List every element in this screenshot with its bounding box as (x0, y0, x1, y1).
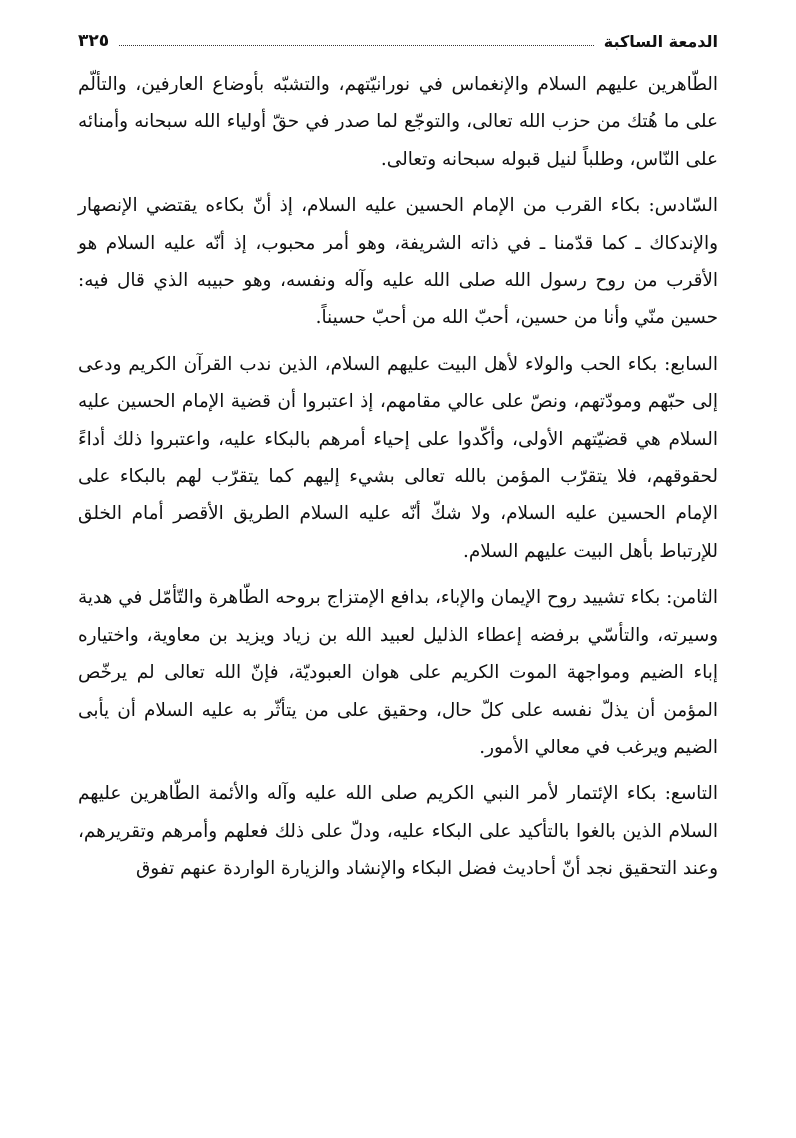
paragraph-continuation: الطّاهرين عليهم السلام والإنغماس في نورانيّتهم، والتشبّه بأوضاع العارفين، والتألّم على ما هُتك من حزب الله تعالى، والتوجّع لما صدر في حقّ أولياء الله سبحانه وأمنائه على النّاس، وطلباً لنيل قبوله سبحانه وتعالى. (78, 74, 718, 170)
running-header-title: الدمعة الساكبة (603, 31, 718, 51)
paragraph-ninth: التاسع: بكاء الإئتمار لأمر النبي الكريم صلى الله عليه وآله والأئمة الطّاهرين عليهم السلام الذين بالغوا بالتأكيد على البكاء عليه، ودلّ على ذلك فعلهم وأمرهم وتقريرهم، وعند التحقيق نجد أنّ أحاديث فضل البكاء والإنشاد والزيارة الواردة عنهم تفوق (78, 783, 718, 880)
paragraph-eighth: الثامن: بكاء تشييد روح الإيمان والإباء، بدافع الإمتزاج بروحه الطّاهرة والتّأمّل في هدية وسيرته، والتأسّي برفضه إعطاء الذليل لعبيد الله بن زياد ويزيد بن معاوية، واختياره إباء الضيم ومواجهة الموت الكريم على هوان العبوديّة، فإنّ الله تعالى لم يرخّص المؤمن أن يذلّ نفسه على كلّ حال، وحقيق على من يتأثّر به عليه السلام أن يأبى الضيم ويرغب في معالي الأمور. (78, 587, 718, 758)
page-number: ٣٢٥ (78, 31, 110, 51)
paragraph-sixth: السّادس: بكاء القرب من الإمام الحسين عليه السلام، إذ أنّ بكاءه يقتضي الإنصهار والإندكاك ـ كما قدّمنا ـ في ذاته الشريفة، وهو أمر محبوب، إذ أنّه عليه السلام هو الأقرب من روح رسول الله صلى الله عليه وآله ونفسه، وهو حبيبه الذي قال فيه: حسين منّي وأنا من حسين، أحبّ الله من أحبّ حسيناً. (78, 195, 718, 329)
page-body (78, 66, 718, 888)
header-dotted-rule (119, 45, 594, 46)
paragraph-seventh: السابع: بكاء الحب والولاء لأهل البيت عليهم السلام، الذين ندب القرآن الكريم ودعى إلى حبّهم ومودّتهم، ونصّ على عالي مقامهم، إذ اعتبروا أن قضية الإمام الحسين عليه السلام هي قضيّتهم الأولى، وأكّدوا على إحياء أمرهم بالبكاء عليه، واعتبروا ذلك أداءً لحقوقهم، فلا يتقرّب المؤمن بالله تعالى بشيء إليهم كما يتقرّب لهم بالبكاء على الإمام الحسين عليه السلام، ولا شكّ أنّه عليه السلام الطريق الأقصر أمام الخلق للإرتباط بأهل البيت عليهم السلام. (78, 353, 718, 562)
running-header (78, 28, 718, 54)
